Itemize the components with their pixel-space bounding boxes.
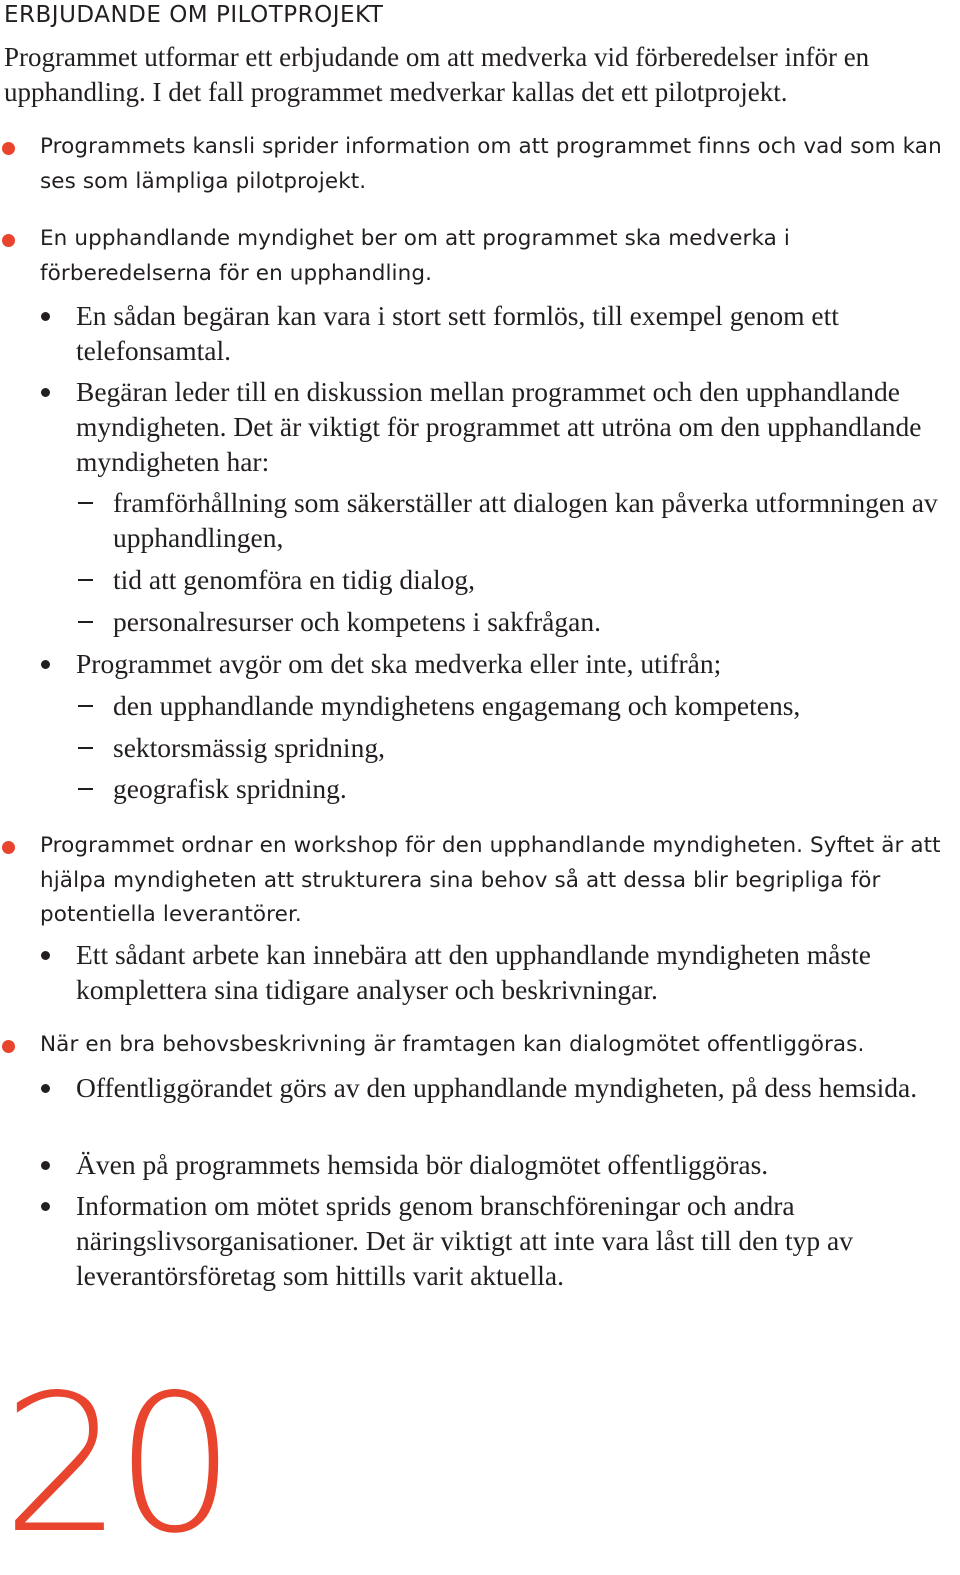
intro-paragraph: Programmet utformar ett erbjudande om att medverka vid förberedelser inför en upphandling. I det fall programmet medverkar kallas det ett pilotprojekt. [4, 42, 870, 107]
sub-list-item-text: Även på programmets hemsida bör dialogmötet offentliggöras. [76, 1149, 769, 1180]
main-list-item-text: När en bra behovsbeskrivning är framtagen kan dialogmötet offentliggöras. [40, 1032, 865, 1057]
dash-marker-icon [78, 747, 93, 749]
bullet-dot-icon [2, 841, 15, 854]
bullet-dot-icon [41, 312, 50, 321]
main-list-item-text: Programmet ordnar en workshop för den upphandlande myndigheten. Syftet är att hjälpa myndigheten att strukturera sina behov så att dessa blir begripliga för potentiella leverantörer. [40, 833, 941, 927]
sub-list-item-text: Offentliggörandet görs av den upphandlande myndigheten, på dess hemsida. [76, 1072, 918, 1103]
bullet-dot-icon [41, 1161, 50, 1170]
bullet-dot-icon [2, 142, 15, 155]
page-number: 20 [2, 1354, 228, 1575]
dash-list-item-text: personalresurser och kompetens i sakfrågan. [113, 606, 601, 637]
dash-list-item-text: geografisk spridning. [113, 773, 347, 804]
bullet-dot-icon [41, 951, 50, 960]
dash-marker-icon [78, 621, 93, 623]
dash-list-item-text: framförhållning som säkerställer att dialogen kan påverka utformningen av upphandlingen, [113, 487, 938, 553]
dash-list-item-text: sektorsmässig spridning, [113, 732, 385, 763]
sub-list-item-text: Ett sådant arbete kan innebära att den upphandlande myndigheten måste komplettera sina tidigare analyser och beskrivningar. [76, 939, 871, 1005]
dash-marker-icon [78, 502, 93, 504]
bullet-dot-icon [41, 1202, 50, 1211]
section-heading: ERBJUDANDE OM PILOTPROJEKT [4, 2, 384, 28]
bullet-dot-icon [2, 1040, 15, 1053]
dash-list-item-text: den upphandlande myndighetens engagemang och kompetens, [113, 690, 801, 721]
dash-marker-icon [78, 705, 93, 707]
dash-marker-icon [78, 788, 93, 790]
bullet-dot-icon [41, 1084, 50, 1093]
dash-list-item-text: tid att genomföra en tidig dialog, [113, 564, 475, 595]
sub-list-item-text: Begäran leder till en diskussion mellan programmet och den upphandlande myndigheten. Det är viktigt för programmet att utröna om den upphandlande myndigheten har: [76, 376, 922, 477]
bullet-dot-icon [41, 660, 50, 669]
sub-list-item-text: Programmet avgör om det ska medverka eller inte, utifrån; [76, 648, 722, 679]
sub-list-item-text: En sådan begäran kan vara i stort sett formlös, till exempel genom ett telefonsamtal. [76, 300, 839, 366]
main-list-item-text: Programmets kansli sprider information om att programmet finns och vad som kan ses som lämpliga pilotprojekt. [40, 134, 942, 194]
sub-list-item-text: Information om mötet sprids genom branschföreningar och andra näringslivsorganisationer. Det är viktigt att inte vara låst till den typ av leverantörsföretag som hittills varit aktuella. [76, 1190, 853, 1291]
bullet-dot-icon [41, 388, 50, 397]
dash-marker-icon [78, 579, 93, 581]
bullet-dot-icon [2, 234, 15, 247]
main-list-item-text: En upphandlande myndighet ber om att programmet ska medverka i förberedelserna för en upphandling. [40, 226, 790, 286]
